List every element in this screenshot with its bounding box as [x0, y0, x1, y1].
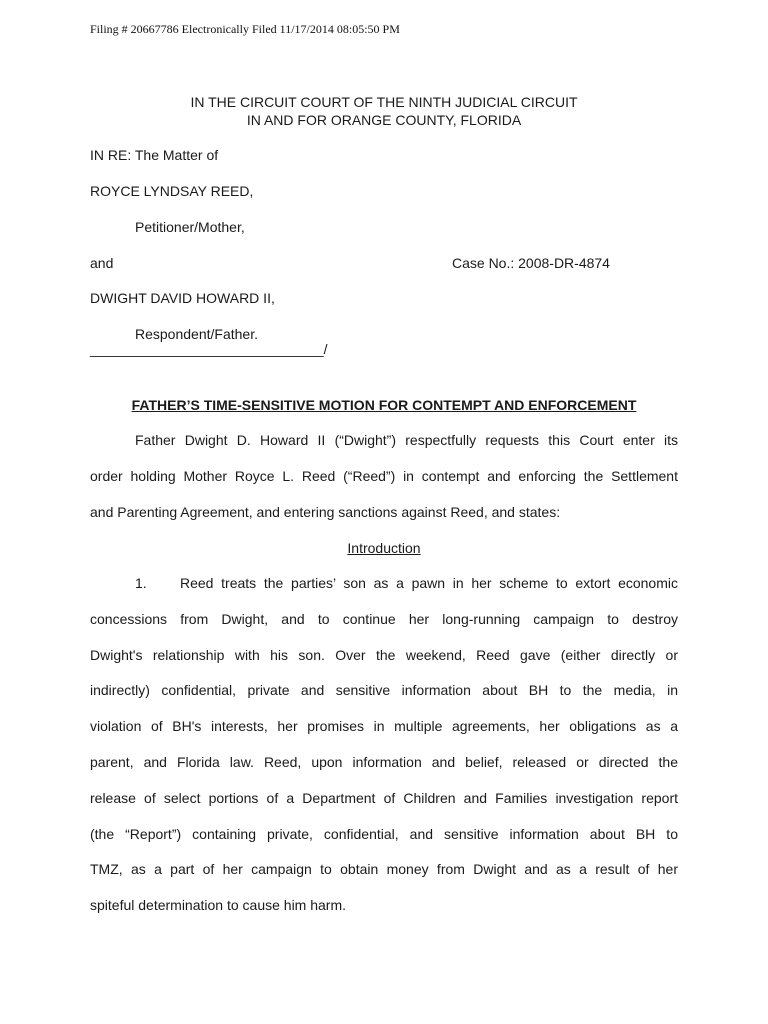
paragraph-1-line-1: 1. Reed treats the parties’ son as a pawn in her scheme to extort economic [90, 566, 678, 602]
filing-header: Filing # 20667786 Electronically Filed 11/17/2014 08:05:50 PM [90, 22, 400, 36]
paragraph-1-line-5: violation of BH's interests, her promises in multiple agreements, her obligations as a [90, 718, 678, 735]
intro-line-1: Father Dwight D. Howard II (“Dwight”) respectfully requests this Court enter its [135, 432, 678, 448]
paragraph-1-line-3: Dwight's relationship with his son. Over the weekend, Reed gave (either directly or [90, 646, 678, 663]
paragraph-1-line-9: TMZ, as a part of her campaign to obtain money from Dwight and as a result of her [90, 861, 678, 878]
petitioner-role: Petitioner/Mother, [135, 219, 245, 235]
and-conjunction: and [90, 255, 114, 271]
intro-line-3: and Parenting Agreement, and entering sanctions against Reed, and states: [90, 503, 561, 520]
intro-line-2: order holding Mother Royce L. Reed (“Reed”) in contempt and enforcing the Settlement [90, 467, 678, 484]
court-name-line-1: IN THE CIRCUIT COURT OF THE NINTH JUDICIAL CIRCUIT [190, 94, 578, 110]
in-re-line: IN RE: The Matter of [90, 147, 219, 163]
paragraph-1-line-7: release of select portions of a Department of Children and Families investigation report [90, 789, 678, 806]
intro-paragraph [90, 423, 678, 530]
paragraph-number: 1. [135, 575, 147, 591]
paragraph-1-line-10: spiteful determination to cause him harm. [90, 897, 347, 914]
paragraph-1-line-2: concessions from Dwight, and to continue her long-running campaign to destroy [90, 610, 678, 627]
respondent-name: DWIGHT DAVID HOWARD II, [90, 290, 275, 306]
paragraph-1-line-8: (the “Report”) containing private, confidential, and sensitive information about BH to [90, 825, 678, 842]
section-heading-introduction: Introduction [347, 540, 421, 556]
paragraph-1 [90, 566, 678, 924]
paragraph-1-line-6: parent, and Florida law. Reed, upon information and belief, released or directed the [90, 753, 678, 770]
caption-signature-rule: ______________________________/ [90, 341, 328, 357]
motion-title: FATHER’S TIME-SENSITIVE MOTION FOR CONTEMPT AND ENFORCEMENT [131, 397, 637, 413]
petitioner-name: ROYCE LYNDSAY REED, [90, 183, 254, 199]
court-name-line-2: IN AND FOR ORANGE COUNTY, FLORIDA [246, 112, 522, 128]
respondent-role: Respondent/Father. [135, 326, 258, 342]
paragraph-1-line-4: indirectly) confidential, private and sensitive information about BH to the media, in [90, 682, 678, 699]
case-number: Case No.: 2008-DR-4874 [452, 255, 610, 271]
